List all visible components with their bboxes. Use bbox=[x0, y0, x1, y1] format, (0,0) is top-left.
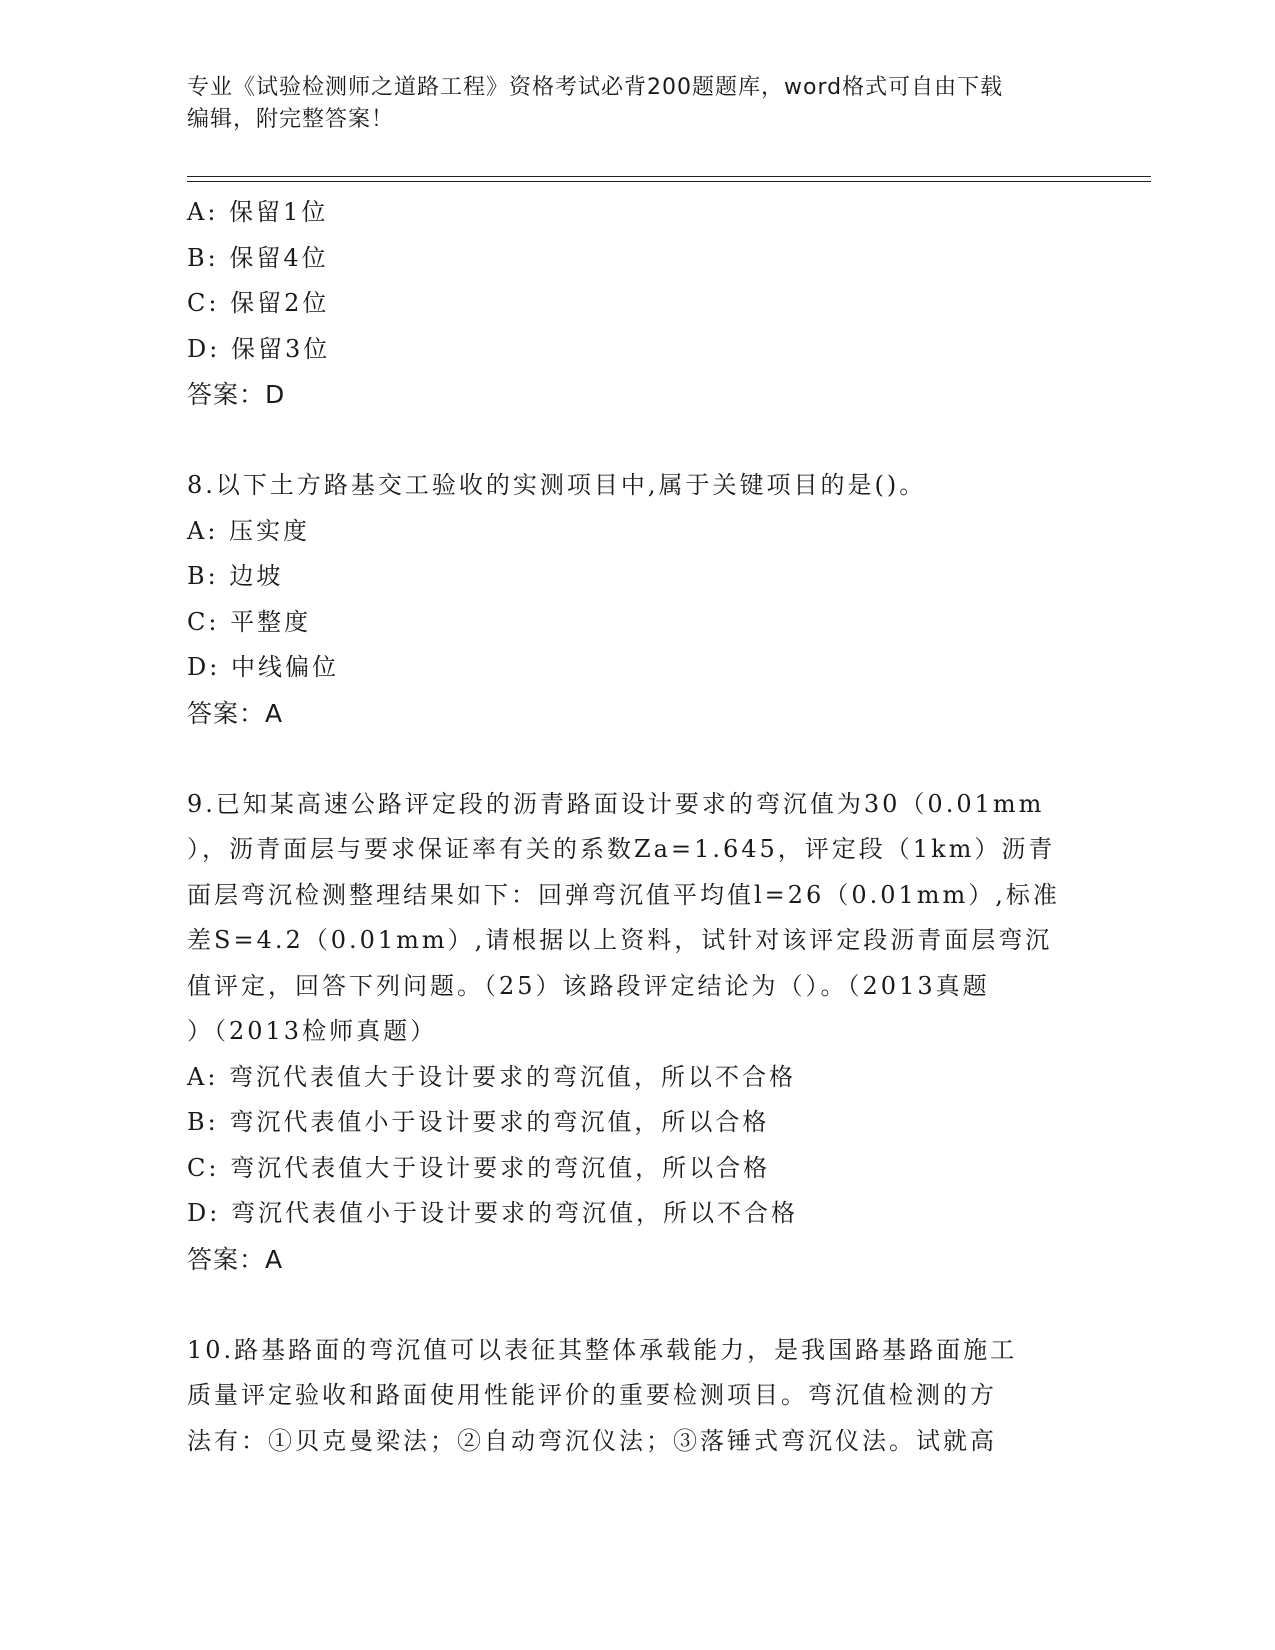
option-a: A: 保留1位 bbox=[187, 198, 329, 226]
option-d: D: 弯沉代表值小于设计要求的弯沉值，所以不合格 bbox=[187, 1199, 798, 1227]
question-stem-line: ）（2013检师真题） bbox=[187, 1017, 438, 1045]
option-d: D: 保留3位 bbox=[187, 334, 331, 363]
answer: 答案：D bbox=[187, 380, 286, 409]
question-stem: 8.以下土方路基交工验收的实测项目中,属于关键项目的是()。 bbox=[187, 471, 927, 499]
option-b: B: 边坡 bbox=[187, 562, 284, 590]
header-divider-top bbox=[187, 176, 1151, 177]
question-8 bbox=[187, 463, 1087, 736]
header-line-1: 专业《试验检测师之道路工程》资格考试必背200题题库，word格式可自由下载 bbox=[187, 75, 1004, 100]
question-7 bbox=[187, 190, 1087, 418]
question-stem-line: 10.路基路面的弯沉值可以表征其整体承载能力，是我国路基路面施工 bbox=[187, 1335, 1018, 1364]
question-stem-line: 差S=4.2（0.01mm）,请根据以上资料，试针对该评定段沥青面层弯沉 bbox=[187, 926, 1053, 954]
question-stem-line: 9.已知某高速公路评定段的沥青路面设计要求的弯沉值为30（0.01mm bbox=[187, 789, 1045, 818]
spacer bbox=[187, 418, 1087, 464]
option-d: D: 中线偏位 bbox=[187, 653, 339, 681]
question-stem-line: 质量评定验收和路面使用性能评价的重要检测项目。弯沉值检测的方 bbox=[187, 1381, 997, 1409]
answer: 答案：A bbox=[187, 698, 284, 728]
question-stem-line: ），沥青面层与要求保证率有关的系数Za=1.645，评定段（1km）沥青 bbox=[187, 835, 1056, 863]
question-stem-line: 法有：①贝克曼梁法；②自动弯沉仪法；③落锤式弯沉仪法。试就高 bbox=[187, 1426, 997, 1455]
header-line-2: 编辑，附完整答案！ bbox=[187, 107, 395, 132]
question-content bbox=[187, 190, 1087, 1464]
header-divider-bottom bbox=[187, 181, 1151, 182]
option-c: C: 弯沉代表值大于设计要求的弯沉值，所以合格 bbox=[187, 1153, 771, 1182]
spacer bbox=[187, 1282, 1087, 1328]
question-10 bbox=[187, 1328, 1087, 1465]
question-stem-line: 面层弯沉检测整理结果如下：回弹弯沉值平均值l=26（0.01mm）,标准 bbox=[187, 880, 1060, 909]
option-a: A: 压实度 bbox=[187, 516, 311, 545]
answer: 答案：A bbox=[187, 1244, 284, 1274]
question-9 bbox=[187, 782, 1087, 1283]
option-c: C: 平整度 bbox=[187, 607, 312, 636]
spacer bbox=[187, 736, 1087, 782]
option-b: B: 弯沉代表值小于设计要求的弯沉值，所以合格 bbox=[187, 1108, 770, 1136]
option-b: B: 保留4位 bbox=[187, 243, 329, 272]
option-a: A: 弯沉代表值大于设计要求的弯沉值，所以不合格 bbox=[187, 1062, 797, 1091]
option-c: C: 保留2位 bbox=[187, 289, 330, 317]
question-stem-line: 值评定，回答下列问题。（25）该路段评定结论为（）。（2013真题 bbox=[187, 971, 990, 1000]
document-header bbox=[187, 72, 1087, 136]
